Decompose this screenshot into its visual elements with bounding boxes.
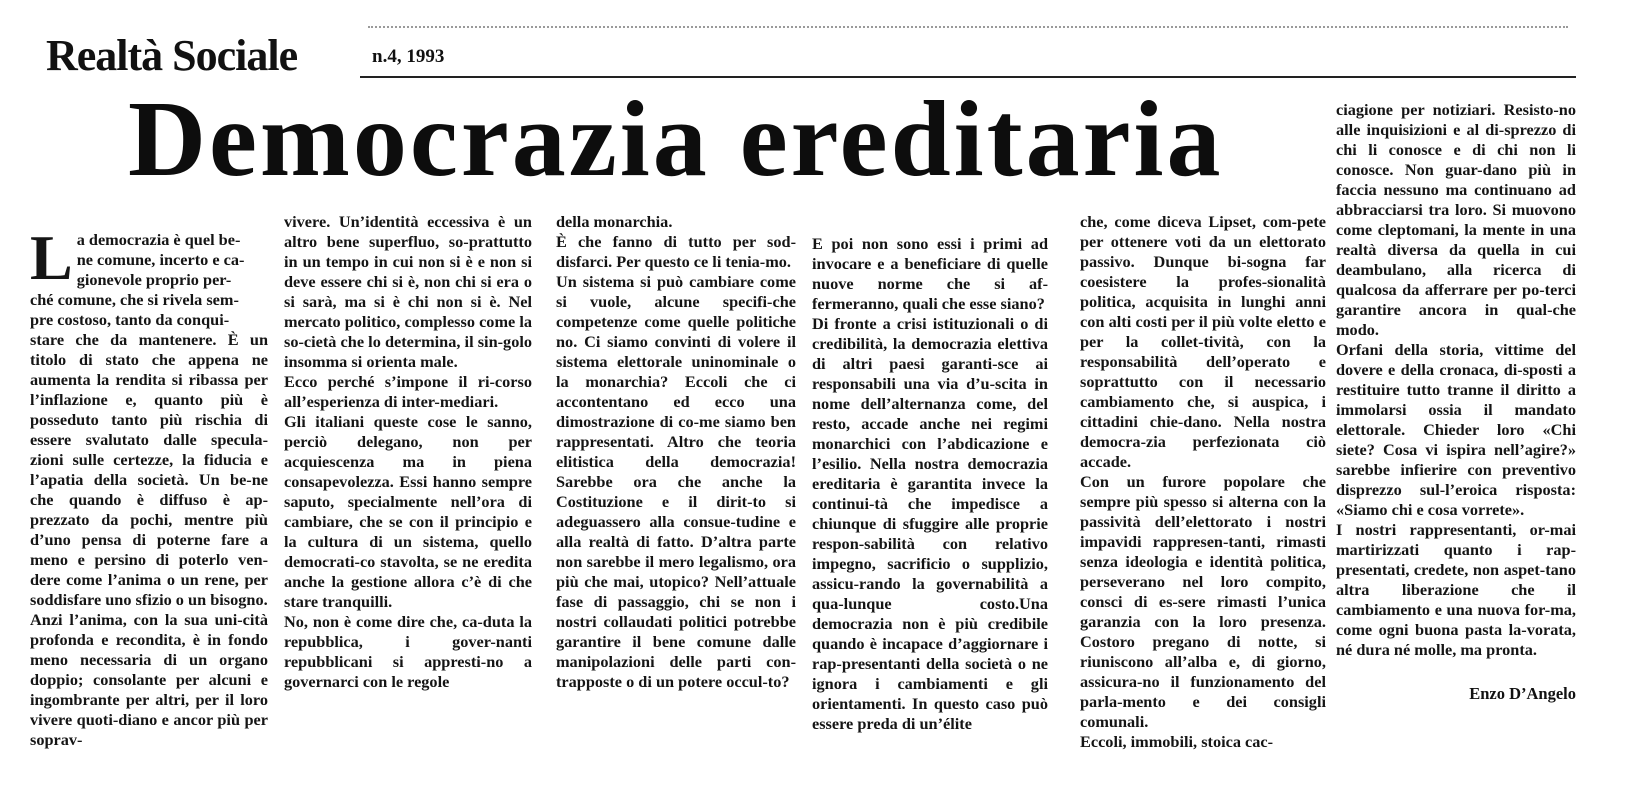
masthead-title: Realtà Sociale	[46, 31, 298, 80]
top-dotted-rule	[368, 26, 1568, 28]
article-column-4: E poi non sono essi i primi ad invocare e a beneficiare di quelle nuove norme che si af-fermeranno, quali che esse siano? Di fronte a crisi istituzionali o di credibilità, la democrazia elettiva di altri paesi garanti-sce ai responsabili una via d’u-scita in nome dell’alternanza come, del resto, accade anche nei regimi monarchici con l’abdicazione e l’esilio. Nella nostra democrazia ereditaria è garantita invece la continui-tà che impedisce a chiunque di sfuggire alle proprie respon-sabilità con relativo impegno, sacrificio o supplizio, assicu-rando la governabilità a qua-lunque costo.Una democrazia non è più credibile quando è incapace d’aggiornare i rap-presentanti della società o ne ignora i cambiamenti e gli orientamenti. In questo caso può essere preda di un’élite	[812, 234, 1048, 733]
article-column-1	[30, 210, 268, 750]
author-signature: Enzo D’Angelo	[1469, 684, 1576, 703]
article-column-6: ciagione per notiziari. Resisto-no alle inquisizioni e al di-sprezzo di chi li conosce e di chi non li conosce. Non guar-dano più in faccia nessuno ma continuano ad abbracciarsi tra loro. Si muovono come cleptomani, la mente in una realtà diversa da quella in cui deambulano, alla ricerca di qualcosa da afferrare per po-terci garantire ancora in qual-che modo. Orfani della storia, vittime del dovere e della cronaca, di-sposti a restituire tutto tranne il diritto a immolarsi ossia il mandato elettorale. Chieder loro «Chi siete? Cosa vi ispira nell’agire?» sarebbe infierire con preventivo disprezzo sul-l’eroica risposta: «Siamo chi e cosa vorrete». I nostri rappresentanti, or-mai martirizzati quanto i rap-presentati, credete, non aspet-tano altra liberazione che il cambiamento e una nuova for-ma, come ogni buona pasta la-vorata, né dura né molle, ma pronta.	[1336, 100, 1576, 659]
masthead-rule	[360, 76, 1576, 78]
drop-cap: L	[30, 222, 73, 293]
article-column-3: della monarchia. È che fanno di tutto per sod-disfarci. Per questo ce li tenia-mo. Un sistema si può cambiare come si vuole, alcune specifi-che competenze come quelle politiche no. Ci siamo convinti di volere il sistema elettorale uninominale o la monarchia? Eccoli che ci accontentano ed ecco una dimostrazione di co-me siamo ben rappresentati. Altro che teoria elitistica della democrazia! Sarebbe ora che anche la Costituzione e il dirit-to si adeguassero alla consue-tudine e alla realtà di fatto. D’altra parte non sarebbe il mero legalismo, ora più che mai, utopico? Nell’attuale fase di passaggio, chi se non i nostri collaudati politici potrebbe garantire il bene comune dalle manipolazioni delle parti con-trapposte o di un potere occul-to?	[556, 212, 796, 691]
article-headline: Democrazia ereditaria	[128, 84, 1224, 196]
article-column-5: che, come diceva Lipset, com-pete per ottenere voti da un elettorato passivo. Dunque bi-sogna far coesistere la profes-sionalità politica, acquisita in lunghi anni con alti costi per il più volte eletto e per la collet-tività, con la responsabilità dell’operato e soprattutto con il necessario cambiamento che, si auspica, i cittadini chie-dano. Nella nostra democra-zia perfezionata ciò accade. Con un furore popolare che sempre più spesso si alterna con la passività dell’elettorato i nostri impavidi rappresen-tanti, rimasti senza ideologia e identità politica, perseverano nel loro compito, consci di es-sere rimasti l’unica garanzia con la loro presenza. Costoro pregano di notte, si riuniscono all’alba e, di giorno, assicura-no il funzionamento del parla-mento e dei consigli comunali. Eccoli, immobili, stoica cac-	[1080, 212, 1326, 751]
issue-number: n.4, 1993	[372, 46, 445, 67]
article-column-2: vivere. Un’identità eccessiva è un altro bene superfluo, so-prattutto in un tempo in cui non si è e non si deve essere chi si è, non chi si era o si sarà, ma si è chi non si è. Nel mercato politico, complesso come la so-cietà che lo determina, il sin-golo insomma si orienta male. Ecco perché s’impone il ri-corso all’esperienza di inter-mediari. Gli italiani queste cose le sanno, perciò delegano, non per acquiescenza ma in piena consapevolezza. Essi hanno sempre saputo, specialmente nell’ora di cambiare, che se con il principio e la cultura di un sistema, quello democrati-co stavolta, se ne eredita anche la gestione allora c’è di che stare tranquilli. No, non è come dire che, ca-duta la repubblica, i gover-nanti repubblicani si appresti-no a governarci con le regole	[284, 212, 532, 691]
column-1-text: a democrazia è quel be- ne comune, incerto e ca- gionevole proprio per- ché comune, che si rivela sem- pre costoso, tanto da conqui- stare che da mantenere. È un titolo di stato che appena ne aumenta la rendita si ribassa per l’inflazione e, quanto più è posseduto tanto più rischia di essere svalutato dalle specula-zioni sulle certezze, la fiducia e l’apatia della società. Un be-ne che quando è diffuso è ap-prezzato da pochi, mentre più d’uno pensa di poterne fare a meno e persino di poterlo ven-dere come l’anima o un rene, per soddisfare uno sfizio o un bisogno. Anzi l’anima, con la sua uni-cità profonda e recondita, è in fondo meno necessaria di un organo doppio; consolante per alcuni e ingombrante per altri, per il loro vivere quoti-diano e ancor più per soprav-	[30, 230, 268, 749]
